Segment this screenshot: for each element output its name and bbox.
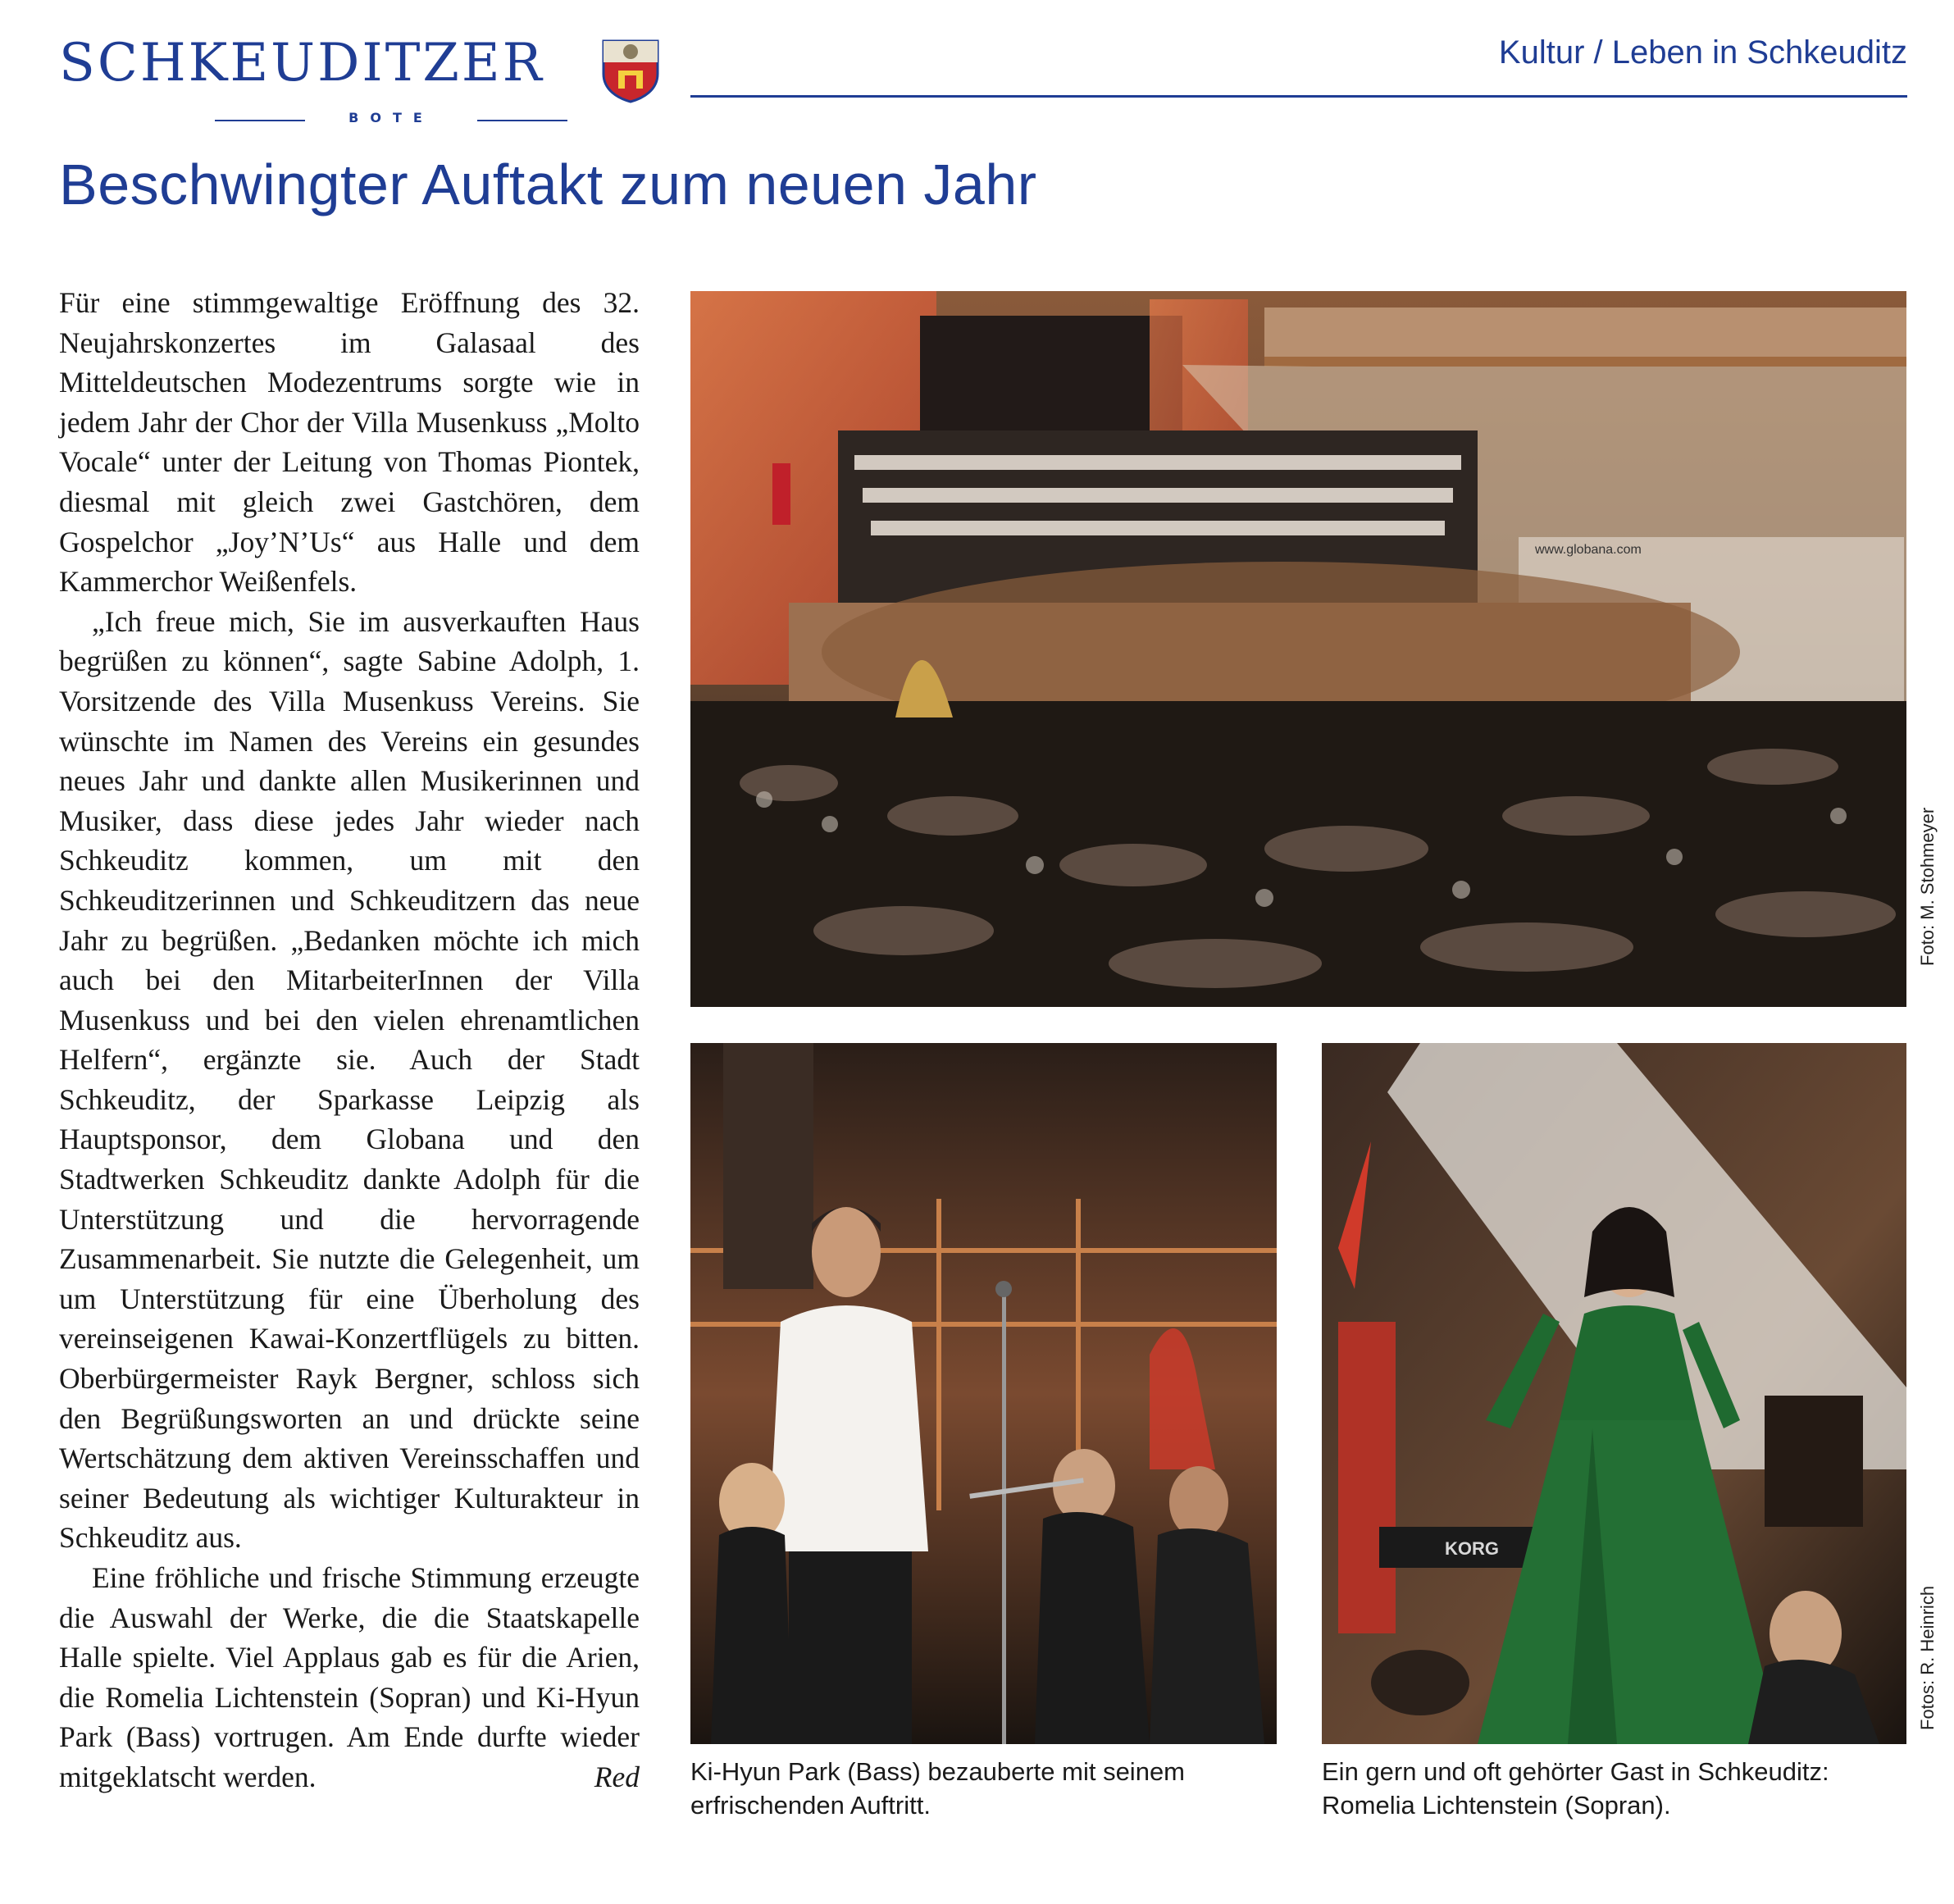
article-paragraph-3-text: Eine fröhliche und frische Stimmung erzeugte die Auswahl der Werke, die die Staatskapelle Halle spielte. Viel Applaus gab es für die Arien, die Romelia Lichtenstein (Sopran) und Ki-Hyun Park (Bass) vortrugen. Am Ende durfte wieder mitgeklatscht werden. bbox=[59, 1561, 640, 1793]
concert-hall-image bbox=[690, 291, 1906, 1007]
section-title: Kultur / Leben in Schkeuditz bbox=[1498, 34, 1907, 71]
caption-bass: Ki-Hyun Park (Bass) bezauberte mit seinem erfrischenden Auftritt. bbox=[690, 1757, 1186, 1820]
masthead bbox=[59, 33, 662, 125]
coat-of-arms-icon bbox=[600, 38, 661, 103]
soprano-singer-photo bbox=[1322, 1043, 1906, 1744]
bass-singer-photo bbox=[690, 1043, 1277, 1744]
header-rule bbox=[690, 95, 1907, 98]
korg-label: KORG bbox=[1445, 1538, 1499, 1559]
main-photo-credit: Foto: M. Stohmeyer bbox=[1917, 807, 1938, 966]
bottom-photos-credit: Fotos: R. Heinrich bbox=[1917, 1585, 1938, 1730]
article-paragraph-1: Für eine stimmgewaltige Eröffnung des 32. Neujahrskonzertes im Galasaal des Mitteldeutschen Modezentrums sorgte wie in jedem Jahr der Chor der Villa Musenkuss „Molto Vocale“ unter der Leitung von Thomas Piontek, diesmal mit gleich zwei Gastchören, dem Gospelchor „Joy’N’Us“ aus Halle und dem Kammerchor Weißenfels. bbox=[59, 286, 640, 599]
bass-singer-image bbox=[690, 1043, 1277, 1744]
caption-soprano: Ein gern und oft gehörter Gast in Schkeuditz: Romelia Lichtenstein (Sopran). bbox=[1322, 1757, 1829, 1820]
article-body bbox=[59, 283, 640, 1797]
concert-hall-photo bbox=[690, 291, 1906, 1007]
soprano-singer-image bbox=[1322, 1043, 1906, 1744]
globana-banner-text: www.globana.com bbox=[1535, 543, 1642, 557]
article-headline: Beschwingter Auftakt zum neuen Jahr bbox=[59, 153, 1037, 216]
article-signature: Red bbox=[594, 1760, 640, 1793]
article-paragraph-3 bbox=[59, 1558, 640, 1797]
masthead-title: SCHKEUDITZER bbox=[59, 33, 544, 93]
masthead-subtitle: BOTE bbox=[215, 110, 567, 133]
article-paragraph-2: „Ich freue mich, Sie im ausverkauften Haus begrüßen zu können“, sagte Sabine Adolph, 1. Vorsitzende des Villa Musenkuss Vereins. Sie wünschte im Namen des Vereins ein gesundes neues Jahr und dankte allen Musikerinnen und Musiker, dass diese jedes Jahr wieder nach Schkeuditz kommen, um mit den Schkeuditzerinnen und Schkeuditzern das neue Jahr zu begrüßen. „Bedanken möchte ich mich auch bei den MitarbeiterInnen der Villa Musenkuss und bei den vielen ehrenamtlichen Helfern“, ergänzte sie. Auch der Stadt Schkeuditz, der Sparkasse Leipzig als Hauptsponsor, dem Globana und den Stadtwerken Schkeuditz dankte Adolph für die Unterstützung und die hervorragende Zusammenarbeit. Sie nutzte die Gelegenheit, um um Unterstützung für eine Überholung des vereinseigenen Kawai-Konzertflügels zu bitten. Oberbürgermeister Rayk Bergner, schloss sich den Begrüßungsworten an und drückte seine Wertschätzung dem aktiven Vereinsschaffen und seiner Bedeutung als wichtiger Kulturakteur in Schkeuditz aus. bbox=[59, 604, 640, 1555]
